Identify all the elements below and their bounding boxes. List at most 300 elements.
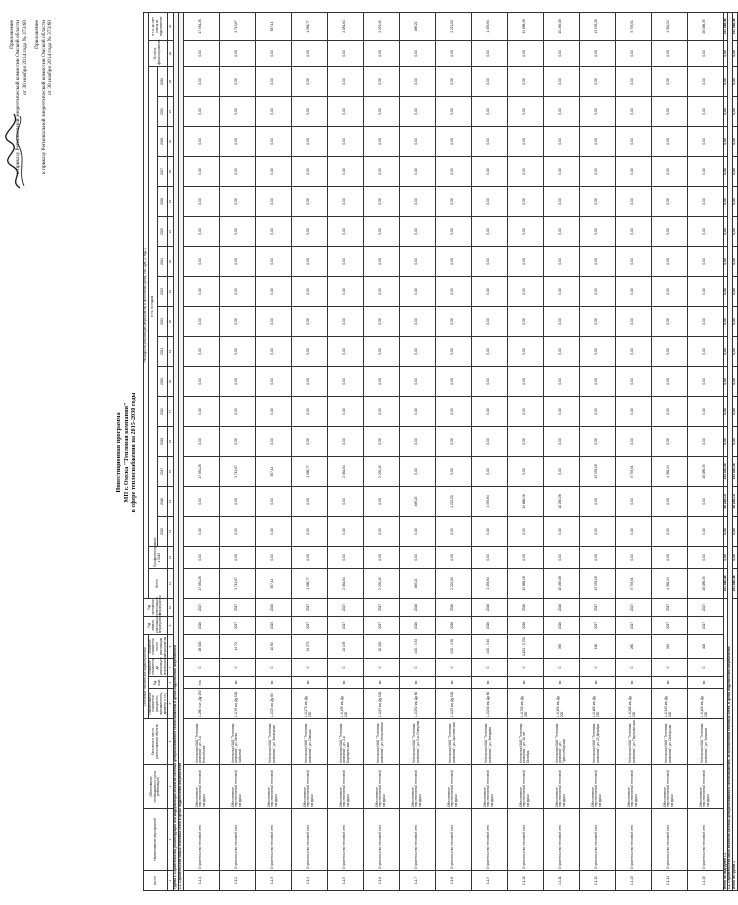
row-year-start: 2015	[255, 616, 291, 634]
row-unit: км	[615, 677, 651, 689]
total-row-year: 0,00	[733, 156, 738, 186]
row-year-value: 0,00	[399, 306, 435, 336]
row-year-value: 0,00	[363, 66, 399, 96]
subtotal-row-prior: 0,00	[723, 546, 728, 568]
row-year-value: 0,00	[399, 96, 435, 126]
table-row	[435, 12, 471, 890]
row-location: Котельная ОАО "Тепловая компания", ул. Сибирская	[651, 719, 687, 765]
subtotal-row-year: 0,00	[723, 306, 728, 336]
row-after: 10 80	[255, 634, 291, 658]
subtotal-row-year: 0,00	[723, 186, 728, 216]
row-num: 1.1.1	[183, 871, 219, 891]
row-rationale: Обеспечение перспективной тепловой нагрузки	[183, 765, 219, 809]
row-year-value: 0,00	[291, 186, 327, 216]
row-year-start: 2017	[687, 616, 723, 634]
row-year-value: 0,00	[327, 276, 363, 306]
row-year-value: 0,00	[363, 156, 399, 186]
row-year-value: 0,00	[363, 186, 399, 216]
col-tech-name: Наименование показателя (мощность, протяженность, диаметр и т.п.)	[148, 689, 168, 719]
row-2017: 0,00	[507, 456, 543, 486]
row-year-value: 0,00	[183, 186, 219, 216]
row-year-value: 0,00	[183, 426, 219, 456]
row-year-value: 0,00	[687, 156, 723, 186]
row-year-value: 0,00	[615, 66, 651, 96]
row-rationale: Обеспечение перспективной тепловой нагрузки	[687, 765, 723, 809]
row-remaining: 0,00	[543, 40, 579, 66]
row-year-value: 0,00	[363, 396, 399, 426]
col-number: 1	[168, 871, 174, 891]
table-row	[651, 12, 687, 890]
total-row-plat: 191 548,48	[733, 12, 738, 40]
row-2016: 0,00	[327, 486, 363, 516]
col-num: № п/п	[144, 871, 168, 891]
order-ref-2: к приказу Региональной энергетической комиссии Омской области	[40, 20, 47, 174]
total-row	[733, 12, 738, 890]
row-unit: км	[471, 677, 507, 689]
total-row-rem: 0,00	[733, 40, 738, 66]
row-prior: 0,00	[471, 546, 507, 568]
row-year-value: 0,00	[363, 276, 399, 306]
row-year-start: 2017	[363, 616, 399, 634]
total-row-year: 0,00	[733, 396, 738, 426]
appendix-label: Приложение	[9, 20, 15, 49]
row-year-value: 0,00	[615, 96, 651, 126]
row-year-value: 0,00	[435, 216, 471, 246]
row-year-value: 0,00	[219, 426, 255, 456]
row-before: 0	[399, 659, 435, 677]
row-year-value: 0,00	[507, 306, 543, 336]
table-row	[471, 12, 507, 890]
row-2017: 1 986,77	[291, 456, 327, 486]
row-2017: 5 793,51	[615, 456, 651, 486]
row-remaining: 0,00	[363, 40, 399, 66]
row-year-end: 2017	[651, 598, 687, 616]
row-2016: 0,00	[363, 486, 399, 516]
row-year-value: 0,00	[507, 336, 543, 366]
row-year-value: 0,00	[435, 156, 471, 186]
table-row	[183, 12, 219, 890]
row-year-value: 0,00	[363, 216, 399, 246]
row-prior: 0,00	[687, 546, 723, 568]
row-location: Котельная ОАО "Тепловая компания", ул. Транссибирская	[543, 719, 579, 765]
row-num: 1.1.7	[399, 871, 435, 891]
col-number: 11	[168, 568, 174, 598]
row-rationale: Обеспечение перспективной тепловой нагрузки	[651, 765, 687, 809]
row-rationale: Обеспечение перспективной тепловой нагрузки	[327, 765, 363, 809]
col-number: 14	[168, 486, 174, 516]
row-total: 488,22	[399, 568, 435, 598]
col-number: 20	[168, 306, 174, 336]
row-total: 43 933,28	[579, 568, 615, 598]
row-year-value: 0,00	[615, 126, 651, 156]
row-year-value: 0,00	[687, 366, 723, 396]
row-2016: 0,00	[183, 486, 219, 516]
row-year-end: 2017	[579, 598, 615, 616]
col-prior: Профинансировано к 2015	[148, 546, 168, 568]
col-remaining: Остаток финансирования	[148, 40, 168, 66]
total-row-year: 0,00	[733, 426, 738, 456]
row-prior: 0,00	[291, 546, 327, 568]
row-2015: 0,00	[183, 516, 219, 546]
table-row	[219, 12, 255, 890]
row-rationale: Обеспечение перспективной тепловой нагрузки	[615, 765, 651, 809]
row-year-value: 0,00	[579, 426, 615, 456]
row-2016: 0,00	[651, 486, 687, 516]
row-year-value: 0,00	[615, 276, 651, 306]
row-year-value: 0,00	[471, 306, 507, 336]
row-year-end: 2017	[183, 598, 219, 616]
row-num: 1.1.6	[363, 871, 399, 891]
subtotal-row-year: 0,00	[723, 336, 728, 366]
row-remaining: 0,00	[435, 40, 471, 66]
row-location: Котельная ОАО "Тепловая компания", ул. 10 лет Октября	[507, 719, 543, 765]
row-year-value: 0,00	[543, 66, 579, 96]
row-prior: 0,00	[507, 546, 543, 568]
row-year-value: 0,00	[183, 396, 219, 426]
row-year-value: 0,00	[399, 246, 435, 276]
table-row	[687, 12, 723, 890]
row-before: 0	[651, 659, 687, 677]
row-location: Котельная ОАО "Тепловая компания", ул. 2-я Барнаульская	[327, 719, 363, 765]
row-year-value: 0,00	[687, 216, 723, 246]
row-connection-fee: 5 793,51	[615, 12, 651, 40]
row-2016: 19 888,98	[507, 486, 543, 516]
row-year-value: 0,00	[399, 126, 435, 156]
row-num: 1.1.2	[219, 871, 255, 891]
col-location: Описание и место расположения объекта	[144, 719, 168, 765]
row-year-value: 0,00	[543, 366, 579, 396]
row-num: 1.1.8	[435, 871, 471, 891]
col-number: 24	[168, 186, 174, 216]
row-year-value: 0,00	[651, 366, 687, 396]
subtotal-row-year: 0,00	[723, 126, 728, 156]
row-location: Котельная ОАО "Тепловая компания", ул. Заозерная	[255, 719, 291, 765]
row-year-value: 0,00	[219, 366, 255, 396]
row-2016: 1 453,84	[471, 486, 507, 516]
row-rationale: Обеспечение перспективной тепловой нагрузки	[579, 765, 615, 809]
row-tech: L-0,350 км; Ду 200	[543, 689, 579, 719]
col-year: 2024	[158, 246, 168, 276]
row-rationale: Обеспечение перспективной тепловой нагрузки	[255, 765, 291, 809]
col-number: 30	[168, 12, 174, 40]
appendix-label-2: Приложение	[34, 20, 41, 49]
row-2016: 0,00	[219, 486, 255, 516]
row-year-value: 0,00	[687, 96, 723, 126]
row-name: Строительство тепловой сети	[435, 809, 471, 871]
col-number: 15	[168, 456, 174, 486]
col-year: 2016	[158, 486, 168, 516]
section-title: Группа 1. Строительство, реконструкция или модернизация объектов системы централизованного теплоснабжения в целях подключения потребителей	[174, 12, 179, 890]
row-year-value: 0,00	[291, 366, 327, 396]
row-year-start: 2016	[471, 616, 507, 634]
row-year-value: 0,00	[363, 306, 399, 336]
row-year-value: 0,00	[471, 66, 507, 96]
row-year-value: 0,00	[651, 66, 687, 96]
row-unit: км	[291, 677, 327, 689]
table-row	[291, 12, 327, 890]
row-year-value: 0,00	[219, 306, 255, 336]
row-year-value: 0,00	[543, 396, 579, 426]
row-before: 0	[579, 659, 615, 677]
row-year-value: 0,00	[399, 66, 435, 96]
row-year-value: 0,00	[615, 426, 651, 456]
col-year-start: Год начала реализации мероприятия	[144, 616, 168, 634]
row-num: 1.1.12	[579, 871, 615, 891]
row-connection-fee: 17 981,26	[183, 12, 219, 40]
row-year-value: 0,00	[291, 126, 327, 156]
section2-title: 1.2. Строительство иных объектов системы централизованного теплоснабжения, за исключением тепловых сетей, в целях подключения потребителей	[728, 12, 733, 890]
row-2017: 4 382,24	[651, 456, 687, 486]
row-connection-fee: 1 453,84	[471, 12, 507, 40]
row-year-value: 0,00	[543, 276, 579, 306]
row-year-value: 0,00	[507, 96, 543, 126]
row-year-value: 0,00	[471, 426, 507, 456]
row-year-value: 0,00	[615, 246, 651, 276]
row-year-end: 2016	[507, 598, 543, 616]
row-2017: 43 933,28	[579, 456, 615, 486]
row-name: Строительство тепловой сети	[687, 809, 723, 871]
col-number: 13	[168, 516, 174, 546]
total-row-year: 0,00	[733, 96, 738, 126]
row-prior: 0,00	[579, 546, 615, 568]
total-row-v16: 38 228,14	[733, 486, 738, 516]
row-year-value: 0,00	[291, 96, 327, 126]
row-unit: км	[435, 677, 471, 689]
row-year-value: 0,00	[651, 96, 687, 126]
row-after: 400	[687, 634, 723, 658]
row-year-value: 0,00	[183, 66, 219, 96]
row-tech: L-0,345 км; Ду 100	[651, 689, 687, 719]
row-unit: км	[687, 677, 723, 689]
row-after: 160	[579, 634, 615, 658]
row-before: 0	[435, 659, 471, 677]
row-year-value: 0,00	[471, 156, 507, 186]
subtotal-row-year: 0,00	[723, 396, 728, 426]
row-before: 0	[255, 659, 291, 677]
row-rationale: Обеспечение перспективной тепловой нагрузки	[435, 765, 471, 809]
row-year-value: 0,00	[327, 426, 363, 456]
row-year-value: 0,00	[327, 156, 363, 186]
row-before: 0	[687, 659, 723, 677]
row-year-value: 0,00	[687, 396, 723, 426]
row-2015: 0,00	[291, 516, 327, 546]
row-year-end: 2016	[399, 598, 435, 616]
row-year-value: 0,00	[471, 396, 507, 426]
row-year-value: 0,00	[219, 156, 255, 186]
row-2015: 0,00	[435, 516, 471, 546]
order-ref: к приказу Региональной энергетической комиссии Омской области	[15, 20, 22, 174]
col-year: 2029	[158, 96, 168, 126]
row-after: 20 090	[363, 634, 399, 658]
row-year-value: 0,00	[435, 276, 471, 306]
row-num: 1.1.11	[543, 871, 579, 891]
col-number: 10	[168, 598, 174, 616]
row-year-value: 0,00	[435, 396, 471, 426]
row-year-value: 0,00	[507, 366, 543, 396]
col-unit: Ед. изм.	[148, 677, 168, 689]
row-remaining: 0,00	[219, 40, 255, 66]
row-year-start: 2017	[219, 616, 255, 634]
row-year-value: 0,00	[399, 216, 435, 246]
row-remaining: 0,00	[183, 40, 219, 66]
row-num: 1.1.10	[507, 871, 543, 891]
col-year: 2028	[158, 126, 168, 156]
row-year-value: 0,00	[255, 246, 291, 276]
row-year-value: 0,00	[255, 306, 291, 336]
row-year-value: 0,00	[615, 306, 651, 336]
row-tech: L-0,76 км; Ду 100	[219, 689, 255, 719]
row-unit: км	[399, 677, 435, 689]
row-year-value: 0,00	[471, 216, 507, 246]
row-num: 1.1.13	[615, 871, 651, 891]
row-year-value: 0,00	[543, 126, 579, 156]
row-name: Строительство тепловой сети	[579, 809, 615, 871]
col-number: 23	[168, 216, 174, 246]
row-year-value: 0,00	[471, 276, 507, 306]
row-year-value: 0,00	[219, 216, 255, 246]
row-year-value: 0,00	[255, 396, 291, 426]
row-year-value: 0,00	[543, 336, 579, 366]
row-year-value: 0,00	[435, 186, 471, 216]
row-year-value: 0,00	[255, 66, 291, 96]
row-prior: 0,00	[615, 546, 651, 568]
row-location: Котельная ОАО "Тепловая компания", ул. Омская	[291, 719, 327, 765]
row-2015: 0,00	[579, 516, 615, 546]
row-year-value: 0,00	[363, 246, 399, 276]
row-2016: 0,00	[687, 486, 723, 516]
row-unit: км	[255, 677, 291, 689]
total-row-v17: 153 320,34	[733, 456, 738, 486]
title-line-3: в сфере теплоснабжения на 2015-2030 годы	[130, 392, 138, 513]
col-number: 26	[168, 126, 174, 156]
row-remaining: 0,00	[255, 40, 291, 66]
row-total: 3 713,67	[219, 568, 255, 598]
row-remaining: 0,00	[687, 40, 723, 66]
row-num: 1.1.15	[687, 871, 723, 891]
row-year-value: 0,00	[687, 66, 723, 96]
row-2016: 10 269,08	[543, 486, 579, 516]
row-year-end: 2017	[291, 598, 327, 616]
row-year-value: 0,00	[471, 126, 507, 156]
row-year-value: 0,00	[543, 96, 579, 126]
row-total: 2 081,64	[327, 568, 363, 598]
row-name: Строительство тепловой сети	[255, 809, 291, 871]
row-after: 4 00 - 4 52	[399, 634, 435, 658]
row-before: 0	[471, 659, 507, 677]
row-location: Котельная ОАО "Тепловая компания", ул. Арктическая	[435, 719, 471, 765]
row-year-value: 0,00	[219, 246, 255, 276]
row-year-end: 2015	[255, 598, 291, 616]
row-year-value: 0,00	[471, 246, 507, 276]
col-number: 9	[168, 616, 174, 634]
row-year-value: 0,00	[255, 156, 291, 186]
row-year-value: 0,00	[507, 426, 543, 456]
row-prior: 0,00	[327, 546, 363, 568]
row-tech: L-0,05 км; Ду 100	[435, 689, 471, 719]
subtotal-row-label: Итого по подгруппе 1.1	[723, 598, 728, 890]
row-remaining: 0,00	[651, 40, 687, 66]
row-year-value: 0,00	[327, 246, 363, 276]
row-rationale: Обеспечение перспективной тепловой нагрузки	[471, 765, 507, 809]
subtotal-row-year: 0,00	[723, 66, 728, 96]
row-name: Строительство тепловой сети	[399, 809, 435, 871]
investment-table	[143, 12, 738, 891]
col-year: 2018	[158, 426, 168, 456]
row-2017: 0,00	[399, 456, 435, 486]
row-remaining: 0,00	[291, 40, 327, 66]
row-year-value: 0,00	[687, 276, 723, 306]
row-year-value: 0,00	[579, 366, 615, 396]
order-date-2: от 30 ноября 2014 года № 373/60	[47, 20, 54, 95]
subsection-title: 1.1. Строительство новых тепловых сетей в целях подключения потребителей	[178, 12, 183, 890]
row-name: Строительство тепловой сети	[543, 809, 579, 871]
row-unit: п.м.	[183, 677, 219, 689]
row-2015: 0,00	[219, 516, 255, 546]
col-year: 2020	[158, 366, 168, 396]
row-year-value: 0,00	[435, 366, 471, 396]
row-prior: 0,00	[543, 546, 579, 568]
row-year-value: 0,00	[327, 216, 363, 246]
col-number: 5	[168, 689, 174, 719]
row-year-value: 0,00	[651, 306, 687, 336]
row-year-value: 0,00	[507, 186, 543, 216]
row-2017: 2 081,64	[327, 456, 363, 486]
col-year: 2026	[158, 186, 168, 216]
row-year-value: 0,00	[543, 306, 579, 336]
row-year-value: 0,00	[435, 336, 471, 366]
row-year-value: 0,00	[615, 216, 651, 246]
row-after: 14 70	[219, 634, 255, 658]
row-year-value: 0,00	[255, 276, 291, 306]
col-year: 2021	[158, 336, 168, 366]
row-before: 0	[183, 659, 219, 677]
row-location: Котельная ОАО "Тепловая компания", ул. Мельничная	[363, 719, 399, 765]
subtotal-row-year: 0,00	[723, 276, 728, 306]
row-name: Строительство тепловой сети	[507, 809, 543, 871]
row-year-value: 0,00	[435, 66, 471, 96]
row-unit: км	[219, 677, 255, 689]
row-2015: 0,00	[507, 516, 543, 546]
col-year: 2015	[158, 516, 168, 546]
row-total: 4 382,24	[651, 568, 687, 598]
col-year: 2019	[158, 396, 168, 426]
row-2017: 657,14	[255, 456, 291, 486]
row-year-value: 0,00	[183, 126, 219, 156]
row-after: 4 00 - 4 40	[471, 634, 507, 658]
row-name: Строительство тепловой сети	[615, 809, 651, 871]
row-year-value: 0,00	[327, 66, 363, 96]
row-year-value: 0,00	[363, 96, 399, 126]
subtotal-row-year: 0,00	[723, 216, 728, 246]
table-row	[399, 12, 435, 890]
row-year-value: 0,00	[507, 396, 543, 426]
row-year-value: 0,00	[183, 306, 219, 336]
row-year-value: 0,00	[579, 336, 615, 366]
row-2017: 26 086,35	[687, 456, 723, 486]
row-year-value: 0,00	[291, 156, 327, 186]
subtotal-row-total: 191 548,48	[723, 568, 728, 598]
row-2015: 0,00	[255, 516, 291, 546]
row-year-value: 0,00	[471, 336, 507, 366]
row-year-value: 0,00	[219, 276, 255, 306]
row-year-value: 0,00	[327, 366, 363, 396]
row-year-value: 0,00	[651, 156, 687, 186]
row-year-value: 0,00	[291, 426, 327, 456]
total-row-year: 0,00	[733, 126, 738, 156]
col-year: 2017	[158, 456, 168, 486]
row-year-value: 0,00	[219, 126, 255, 156]
col-number: 21	[168, 276, 174, 306]
